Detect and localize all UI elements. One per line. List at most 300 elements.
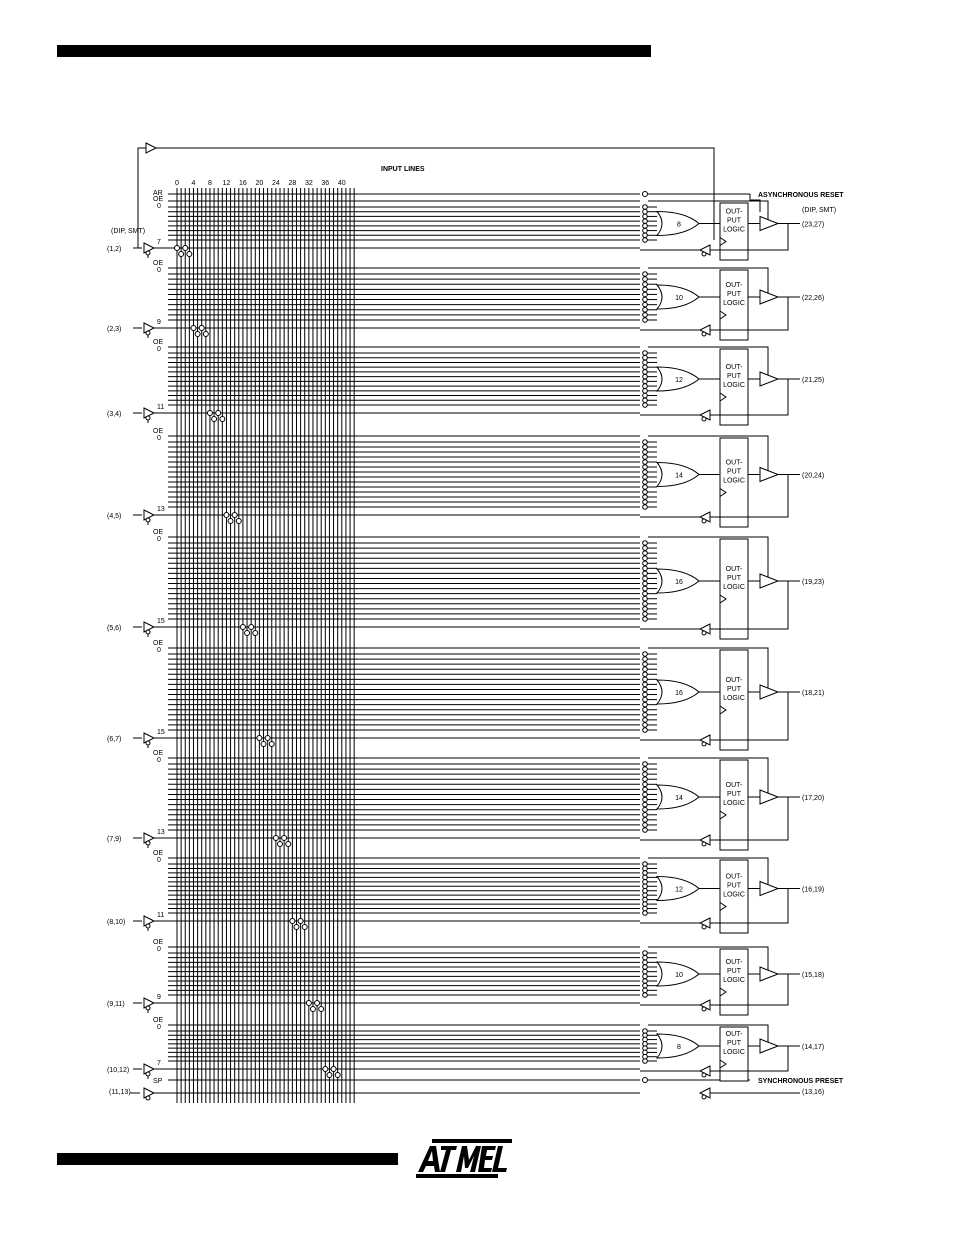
and-node-icon — [643, 988, 648, 993]
zero-label: 0 — [157, 346, 161, 353]
input-tick-label: 40 — [337, 180, 346, 187]
and-node-icon — [643, 969, 648, 974]
output-logic-label: OUT- — [725, 782, 743, 789]
and-node-icon — [643, 792, 648, 797]
and-node-icon — [643, 682, 648, 687]
and-node-icon — [643, 379, 648, 384]
fuse-node-icon — [315, 1001, 320, 1006]
or-term-count: 12 — [675, 377, 683, 384]
fuse-node-icon — [183, 246, 188, 251]
footer-rule — [57, 1153, 398, 1165]
input-pin-label: (2,3) — [107, 326, 122, 333]
inverter-bubble-icon — [146, 518, 150, 522]
output-logic-label: OUT- — [725, 1031, 743, 1038]
zero-label: 0 — [157, 267, 161, 274]
and-node-icon — [643, 707, 648, 712]
inverter-bubble-icon — [146, 1072, 150, 1076]
inverter-bubble-icon — [702, 1007, 706, 1011]
fuse-node-icon — [319, 1007, 324, 1012]
inverter-bubble-icon — [702, 925, 706, 929]
and-node-icon — [643, 866, 648, 871]
ar-node-icon — [643, 192, 648, 197]
output-buffer-icon — [760, 1039, 778, 1053]
fuse-node-icon — [310, 1007, 315, 1012]
fuse-node-icon — [282, 836, 287, 841]
output-logic-label: PUT — [727, 791, 741, 798]
output-logic-label: LOGIC — [723, 584, 745, 591]
and-node-icon — [643, 723, 648, 728]
fuse-node-icon — [265, 736, 270, 741]
and-node-icon — [643, 951, 648, 956]
and-node-icon — [643, 360, 648, 365]
or-term-count: 16 — [675, 579, 683, 586]
and-node-icon — [643, 728, 648, 733]
output-logic-label: PUT — [727, 968, 741, 975]
and-node-icon — [643, 224, 648, 229]
and-node-icon — [643, 233, 648, 238]
and-node-icon — [643, 591, 648, 596]
fuse-node-icon — [175, 246, 180, 251]
and-node-icon — [643, 862, 648, 867]
fuse-node-icon — [331, 1067, 336, 1072]
and-node-icon — [643, 657, 648, 662]
and-node-icon — [643, 767, 648, 772]
inverter-bubble-icon — [702, 1073, 706, 1077]
and-node-icon — [643, 586, 648, 591]
fuse-node-icon — [203, 332, 208, 337]
and-node-icon — [643, 772, 648, 777]
term-count-label: 13 — [157, 506, 165, 513]
output-logic-label: OUT- — [725, 459, 743, 467]
term-count-label: 13 — [157, 829, 165, 836]
and-node-icon — [643, 384, 648, 389]
fuse-node-icon — [278, 842, 283, 847]
and-node-icon — [643, 238, 648, 243]
fuse-node-icon — [216, 411, 221, 416]
and-node-icon — [643, 365, 648, 370]
term-count-label: 11 — [157, 404, 165, 411]
output-logic-label: LOGIC — [723, 695, 745, 702]
inverter-bubble-icon — [702, 417, 706, 421]
and-node-icon — [643, 812, 648, 817]
and-node-icon — [643, 460, 648, 465]
output-buffer-icon — [760, 967, 778, 981]
fuse-node-icon — [195, 332, 200, 337]
or-term-count: 14 — [675, 472, 683, 480]
and-node-icon — [643, 490, 648, 495]
fuse-node-icon — [199, 326, 204, 331]
and-node-icon — [643, 440, 648, 445]
and-node-icon — [643, 607, 648, 612]
output-logic-label: LOGIC — [723, 477, 745, 485]
fuse-node-icon — [232, 513, 237, 518]
and-node-icon — [643, 287, 648, 292]
output-buffer-icon — [760, 372, 778, 386]
fuse-node-icon — [298, 919, 303, 924]
and-node-icon — [643, 911, 648, 916]
fuse-node-icon — [224, 513, 229, 518]
and-node-icon — [643, 692, 648, 697]
and-node-icon — [643, 697, 648, 702]
input-tick-label: 8 — [208, 180, 212, 187]
or-term-count: 12 — [675, 886, 683, 894]
zero-label: 0 — [157, 435, 161, 442]
zero-label: 0 — [157, 647, 161, 654]
and-node-icon — [643, 617, 648, 622]
input-grid — [130, 143, 800, 1103]
output-logic-label: LOGIC — [723, 300, 745, 307]
zero-top-label: 0 — [157, 203, 161, 210]
macrocells — [640, 194, 800, 1081]
inverter-bubble-icon — [702, 1095, 706, 1099]
output-logic-label: PUT — [727, 373, 741, 380]
fuse-node-icon — [335, 1073, 340, 1078]
and-node-icon — [643, 897, 648, 902]
fuse-node-icon — [179, 252, 184, 257]
and-node-icon — [643, 355, 648, 360]
inverter-bubble-icon — [702, 252, 706, 256]
and-node-icon — [643, 893, 648, 898]
term-count-label: 9 — [157, 319, 161, 326]
output-logic-label: LOGIC — [723, 977, 745, 984]
fuse-node-icon — [302, 925, 307, 930]
fuse-node-icon — [249, 625, 254, 630]
inverter-bubble-icon — [702, 842, 706, 846]
output-logic-label: OUT- — [725, 959, 743, 966]
output-buffer-icon — [760, 290, 778, 304]
and-node-icon — [643, 802, 648, 807]
output-pin-label: (23,27) — [802, 221, 825, 229]
output-logic-label: LOGIC — [723, 1049, 745, 1056]
and-node-icon — [643, 787, 648, 792]
output-logic-label: LOGIC — [723, 891, 745, 899]
fuse-node-icon — [240, 625, 245, 630]
and-node-icon — [643, 480, 648, 485]
and-node-icon — [643, 906, 648, 911]
or-term-count: 8 — [677, 221, 681, 229]
and-node-icon — [643, 313, 648, 318]
input-tick-label: 36 — [321, 180, 330, 187]
output-logic-label: OUT- — [725, 873, 743, 881]
and-node-icon — [643, 687, 648, 692]
sp-label: SP — [153, 1078, 163, 1085]
inverter-bubble-icon — [146, 741, 150, 745]
input-pin-label: (1,2) — [107, 246, 122, 253]
or-term-count: 14 — [675, 795, 683, 802]
and-node-icon — [643, 581, 648, 586]
output-pin-label: (14,17) — [802, 1044, 825, 1051]
input-pin-label: (3,4) — [107, 411, 122, 418]
output-buffer-icon — [760, 790, 778, 804]
inverter-bubble-icon — [702, 742, 706, 746]
dip-smt-right-label: (DIP, SMT) — [802, 207, 837, 214]
and-node-icon — [643, 702, 648, 707]
input-tick-label: 24 — [271, 180, 280, 187]
and-node-icon — [643, 393, 648, 398]
output-logic-label: LOGIC — [723, 800, 745, 807]
inverter-bubble-icon — [702, 631, 706, 635]
fuse-node-icon — [228, 519, 233, 524]
and-node-icon — [643, 389, 648, 394]
fuse-node-icon — [236, 519, 241, 524]
or-term-count: 8 — [677, 1044, 681, 1051]
and-node-icon — [643, 561, 648, 566]
dip-smt-left-label: (DIP, SMT) — [111, 228, 146, 235]
fuse-node-icon — [245, 631, 250, 636]
and-node-icon — [643, 277, 648, 282]
and-node-icon — [643, 551, 648, 556]
and-node-icon — [643, 292, 648, 297]
fuse-node-icon — [220, 417, 225, 422]
fuse-node-icon — [327, 1073, 332, 1078]
and-node-icon — [643, 455, 648, 460]
and-node-icon — [643, 612, 648, 617]
oe-label: OE — [153, 428, 164, 435]
oe-label: OE — [153, 640, 164, 647]
and-node-icon — [643, 888, 648, 893]
inverter-bubble-icon — [146, 416, 150, 420]
term-count-label: 7 — [157, 239, 161, 246]
and-node-icon — [643, 823, 648, 828]
and-node-icon — [643, 445, 648, 450]
and-node-icon — [643, 297, 648, 302]
and-node-icon — [643, 214, 648, 219]
zero-label: 0 — [157, 536, 161, 543]
or-term-count: 16 — [675, 690, 683, 697]
and-node-icon — [643, 370, 648, 375]
output-buffer-icon — [760, 574, 778, 588]
output-logic-label: PUT — [727, 882, 741, 890]
and-node-icon — [643, 818, 648, 823]
term-count-label: 15 — [157, 618, 165, 625]
input-lines-label: INPUT LINES — [381, 166, 425, 173]
fuse-node-icon — [286, 842, 291, 847]
and-node-icon — [643, 566, 648, 571]
and-node-icon — [643, 807, 648, 812]
and-node-icon — [643, 403, 648, 408]
and-node-icon — [643, 307, 648, 312]
atmel-logo-icon — [414, 1136, 514, 1181]
and-node-icon — [643, 571, 648, 576]
and-node-icon — [643, 782, 648, 787]
fuse-node-icon — [269, 742, 274, 747]
and-node-icon — [643, 672, 648, 677]
term-count-label: 15 — [157, 729, 165, 736]
input-pin-label: (5,6) — [107, 625, 122, 632]
output-logic-label: PUT — [727, 291, 741, 298]
and-node-icon — [643, 871, 648, 876]
fuse-node-icon — [294, 925, 299, 930]
input-pin-label: (6,7) — [107, 736, 122, 743]
and-node-icon — [643, 875, 648, 880]
and-node-icon — [643, 219, 648, 224]
and-node-icon — [643, 777, 648, 782]
and-node-icon — [643, 465, 648, 470]
and-node-icon — [643, 667, 648, 672]
and-node-icon — [643, 993, 648, 998]
input-tick-label: 20 — [255, 180, 264, 187]
fuse-node-icon — [207, 411, 212, 416]
oe-label: OE — [153, 1017, 164, 1024]
oe-label: OE — [153, 939, 164, 946]
and-node-icon — [643, 541, 648, 546]
and-node-icon — [643, 662, 648, 667]
inverter-bubble-icon — [146, 331, 150, 335]
and-node-icon — [643, 546, 648, 551]
and-node-icon — [643, 596, 648, 601]
term-count-label: 7 — [157, 1060, 161, 1067]
inverter-bubble-icon — [146, 630, 150, 634]
input-tick-label: 12 — [222, 180, 231, 187]
sync-preset-label: SYNCHRONOUS PRESET — [758, 1078, 844, 1085]
term-count-label: 9 — [157, 994, 161, 1001]
fuse-node-icon — [212, 417, 217, 422]
output-logic-label: OUT- — [725, 364, 743, 371]
and-node-icon — [643, 450, 648, 455]
and-node-icon — [643, 282, 648, 287]
zero-label: 0 — [157, 1024, 161, 1031]
and-node-icon — [643, 713, 648, 718]
output-buffer-icon — [760, 685, 778, 699]
and-node-icon — [643, 505, 648, 510]
and-node-icon — [643, 209, 648, 214]
bottom-right-pin: (13,16) — [802, 1089, 825, 1096]
and-node-icon — [643, 602, 648, 607]
and-node-icon — [643, 884, 648, 889]
fuse-node-icon — [306, 1001, 311, 1006]
inverter-bubble-icon — [146, 924, 150, 928]
and-node-icon — [643, 556, 648, 561]
oe-label: OE — [153, 850, 164, 857]
fuse-node-icon — [290, 919, 295, 924]
and-node-icon — [643, 652, 648, 657]
oe-top-label: OE — [153, 196, 164, 203]
inverter-bubble-icon — [146, 1096, 150, 1100]
and-node-icon — [643, 351, 648, 356]
output-logic-label: PUT — [727, 468, 741, 476]
feedback-loop-line — [138, 148, 714, 248]
output-pin-label: (22,26) — [802, 295, 825, 302]
output-logic-label: OUT- — [725, 282, 743, 289]
and-node-icon — [643, 983, 648, 988]
and-node-icon — [643, 318, 648, 323]
or-term-count: 10 — [675, 972, 683, 979]
and-node-icon — [643, 500, 648, 505]
input-tick-label: 0 — [175, 180, 179, 187]
and-node-icon — [643, 797, 648, 802]
output-pin-label: (15,18) — [802, 972, 825, 979]
input-pin-label: (8,10) — [107, 919, 126, 926]
and-node-icon — [643, 974, 648, 979]
term-count-label: 11 — [157, 912, 165, 919]
input-tick-label: 28 — [288, 180, 297, 187]
and-node-icon — [643, 960, 648, 965]
and-node-icon — [643, 979, 648, 984]
input-pin-label: (4,5) — [107, 513, 122, 520]
input-tick-label: 16 — [239, 180, 247, 187]
fuse-node-icon — [261, 742, 266, 747]
and-node-icon — [643, 677, 648, 682]
fuse-node-icon — [191, 326, 196, 331]
or-term-count: 10 — [675, 295, 683, 302]
output-pin-label: (17,20) — [802, 795, 825, 802]
fuse-node-icon — [323, 1067, 328, 1072]
and-node-icon — [643, 398, 648, 403]
and-node-icon — [643, 880, 648, 885]
oe-label: OE — [153, 529, 164, 536]
output-buffer-icon — [760, 468, 778, 482]
sp-node-icon — [643, 1078, 648, 1083]
output-logic-label: PUT — [727, 575, 741, 582]
output-buffer-icon — [760, 217, 778, 231]
and-node-icon — [643, 718, 648, 723]
and-node-icon — [643, 228, 648, 233]
and-node-icon — [643, 470, 648, 475]
output-logic-label: OUT- — [725, 566, 743, 573]
output-logic-label: LOGIC — [723, 382, 745, 389]
inverter-bubble-icon — [146, 841, 150, 845]
output-logic-label: LOGIC — [723, 226, 745, 234]
output-pin-label: (16,19) — [802, 886, 825, 894]
output-logic-label: OUT- — [725, 208, 743, 216]
output-pin-label: (19,23) — [802, 579, 825, 586]
bottom-left-pin: (11,13) — [109, 1089, 131, 1096]
output-pin-label: (21,25) — [802, 377, 825, 384]
oe-label: OE — [153, 750, 164, 757]
and-node-icon — [643, 302, 648, 307]
zero-label: 0 — [157, 946, 161, 953]
and-node-icon — [643, 965, 648, 970]
buffer-icon — [146, 143, 156, 153]
inverter-bubble-icon — [146, 251, 150, 255]
output-buffer-icon — [760, 882, 778, 896]
oe-label: OE — [153, 260, 164, 267]
and-node-icon — [643, 374, 648, 379]
input-tick-label: 4 — [191, 180, 196, 187]
and-node-icon — [643, 1059, 648, 1064]
fuse-node-icon — [187, 252, 192, 257]
inverter-bubble-icon — [702, 519, 706, 523]
fuse-node-icon — [257, 736, 262, 741]
and-node-icon — [643, 205, 648, 210]
fuse-node-icon — [253, 631, 258, 636]
and-node-icon — [643, 495, 648, 500]
input-pin-label: (7,9) — [107, 836, 122, 843]
oe-label: OE — [153, 339, 164, 346]
and-node-icon — [643, 762, 648, 767]
output-pin-label: (20,24) — [802, 472, 825, 480]
zero-label: 0 — [157, 757, 161, 764]
async-reset-label: ASYNCHRONOUS RESET — [758, 192, 844, 199]
output-logic-label: PUT — [727, 217, 741, 225]
inverter-bubble-icon — [702, 332, 706, 336]
and-node-icon — [643, 955, 648, 960]
output-logic-label: PUT — [727, 686, 741, 693]
and-node-icon — [643, 485, 648, 490]
output-logic-label: OUT- — [725, 677, 743, 684]
ar-label: AR — [153, 190, 163, 197]
input-tick-label: 32 — [304, 180, 313, 187]
zero-label: 0 — [157, 857, 161, 864]
output-logic-label: PUT — [727, 1040, 741, 1047]
and-node-icon — [643, 902, 648, 907]
and-node-icon — [643, 576, 648, 581]
output-pin-label: (18,21) — [802, 690, 825, 697]
fuse-node-icon — [273, 836, 278, 841]
input-pin-label: (9,11) — [107, 1001, 125, 1008]
and-node-icon — [643, 475, 648, 480]
and-node-icon — [643, 272, 648, 277]
